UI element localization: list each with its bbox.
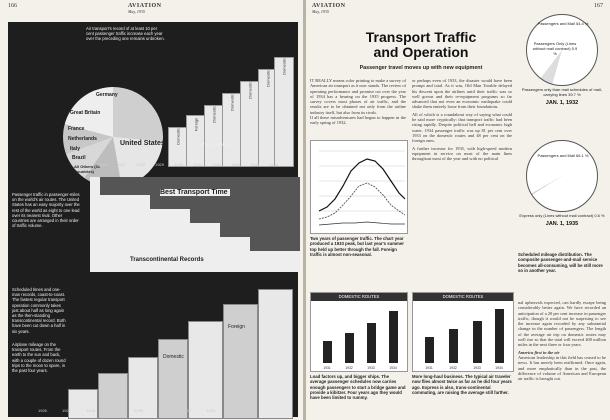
bar-year: 1932 <box>449 366 457 370</box>
bar-chart-title: DOMESTIC ROUTES <box>413 293 513 301</box>
section-heading: America first in the air <box>518 349 560 355</box>
column-3: nal upheavals expected, can hardly escape being considerably better again. We have recorded an anticipation of a 20 per cent increase in passenger traffic, though it would not be surprising to see the increase again recorded by any substantial change in the number of passengers. The length of the average air trip on domestic routes may well rise so that the total will exceed 400 million miles in the next three or four years. America first in the air American leadership in this field has ceased to be news. It has merely been reaffirmed. Once again, and more emphatically than in the past, the difference of volume of American and European air traffic is brought out. <box>518 300 606 382</box>
time-band <box>190 209 300 223</box>
right-header-magazine: AVIATION <box>312 3 346 9</box>
bar-year: 1931 <box>323 366 331 370</box>
bar <box>449 329 458 363</box>
time-band <box>250 237 300 251</box>
pie-label-others: All Others (31 Countries) <box>74 164 101 174</box>
pie-label-united-states: United States <box>120 140 165 147</box>
series-1934 <box>319 159 405 211</box>
infographic-panel <box>8 22 298 417</box>
bar <box>323 341 332 363</box>
mileage-foreign-label: Foreign <box>228 324 245 330</box>
airplane-mileage-chart <box>68 284 293 419</box>
time-band <box>220 223 300 237</box>
mileage-step <box>258 289 293 419</box>
best-transport-label: Best Transport Time <box>160 189 230 196</box>
mileage-step <box>223 304 258 419</box>
caption-time: Scheduled times and one-man records, coast-to-coast. The fastest regular transport operation commonly takes just about half as long again as the then-standing transcontinental record. Both have been cut down a half in six years. <box>12 287 66 334</box>
trip-length-bar-chart <box>412 292 514 372</box>
bar-year: 1933 <box>367 366 375 370</box>
line-chart-caption: Two years of passenger traffic. The chart year produced a 1933 peak, but last year's summer top held up better through the fall. Foreign traffic is almost non-seasonal. <box>310 236 404 257</box>
series-foreign <box>319 222 405 225</box>
step-bar: Domestic <box>204 105 224 167</box>
transcontinental-time-chart <box>90 177 300 272</box>
column-2: or perhaps even of 1933, the disaster would have been prompt and total. As it was, Old Man Trouble delayed his descent upon the airlines until their traffic was so well grown and their re-equipment programs so far advanced that not even an economic earthquake could shake them entirely loose from their foundations. All of which is a roundabout way of saying what could be said more cryptically: that transport traffic had been rising rapidly. Despite political hell and economic high water, 1934 passenger traffic was up 81 per cent over 1933 on the domestic routes and 48 per cent on the foreign ones. A further increase for 1935, with high-speed modern equipment in service on most of the main lines throughout most of the year and with no political <box>412 78 512 162</box>
caption-pie: Passenger traffic in passenger-miles on the world's air routes. The United States has an easy majority over the rest of the world as eight to one lead over its nearest rival. Other countries are arranged in their order of traffic volume. <box>12 192 80 229</box>
pie-label: Passengers only than mail schedules of mail-carrying lines 39.7 % <box>521 87 603 97</box>
load-factor-bar-chart <box>310 292 408 372</box>
step-bar: Domestic <box>240 81 260 167</box>
mileage-step <box>68 389 98 419</box>
year-row-top: 1926 1927 1928 1929 1930 1931 1932 1933 1934 1935 <box>98 162 279 167</box>
right-page <box>306 0 610 420</box>
bar-year: 1933 <box>473 366 481 370</box>
right-header-date: May, 1935 <box>312 9 329 14</box>
left-header-date: May, 1935 <box>128 9 145 14</box>
foreign-routes-tag: Foreign Routes <box>198 142 229 147</box>
transcontinental-label: Transcontinental Records <box>130 257 204 263</box>
left-header-magazine: AVIATION <box>128 3 162 9</box>
pie-label-germany: Germany <box>96 92 118 98</box>
bar-year: 1934 <box>389 366 397 370</box>
mileage-distribution-caption: Scheduled mileage distribution. The composite passenger-and-mail service becomes all-consuming, will be still more so in another year. <box>518 252 603 273</box>
pie-label-france: France <box>68 126 85 132</box>
left-page-number: 166 <box>8 3 17 9</box>
line-chart-svg <box>311 141 407 233</box>
column-1: IT REALLY means color printing to make a survey of American air transport as it now stands. The review of operating performance and promise cut over the year of 1934 has a bearing on the 1935 progress. The survey covers most phases of air traffic, and the results are to be obtained not only from the airline industry itself, but also from its rivals. If all these misadventures had begun to happen in the early spring of 1932, <box>310 78 406 126</box>
jan-1932-pie <box>526 14 598 86</box>
pie-label-italy: Italy <box>70 146 81 152</box>
trip-length-caption: More long-haul business. The typical air traveler now flies almost twice as far as he did four years ago. Express is also, trans-continental commuting, are raising the average still farther. <box>412 374 512 395</box>
series-1933 <box>319 183 405 219</box>
pie-label: Express only (Lines without mail contract) 0.6 % <box>519 213 605 218</box>
year-row-bottom: 1926 1927 1928 1929 1930 1931 1932 1933 1934 <box>38 408 240 413</box>
jan-1935-pie <box>526 140 598 212</box>
bar <box>473 321 482 363</box>
bar-chart-title: DOMESTIC ROUTES <box>311 293 407 301</box>
step-bar: Domestic <box>274 57 294 167</box>
right-header <box>312 3 345 14</box>
jan-1932-date: JAN. 1, 1932 <box>545 100 579 106</box>
step-bar: Domestic <box>222 93 242 167</box>
jan-1935-pie-block <box>518 140 606 227</box>
mileage-step <box>158 339 188 419</box>
left-header <box>128 3 161 14</box>
pie-label-great-britain: Great Britain <box>70 110 101 116</box>
article-title: Transport Traffic and Operation <box>365 29 477 60</box>
bar-year: 1932 <box>345 366 353 370</box>
jan-1932-pie-block <box>518 14 606 106</box>
bar <box>367 323 376 363</box>
caption-map: Airplane mileage on the transport routes. From the earth to the sun and back, with a couple of dozen round trips to the moon to spare, in the past four years. <box>12 342 66 374</box>
bar <box>389 311 398 363</box>
jan-1935-date: JAN. 1, 1935 <box>545 221 579 227</box>
bar <box>495 309 504 363</box>
step-bar: Domestic <box>168 127 188 167</box>
pie-label: Passengers and Mail 54.4 % <box>537 21 589 26</box>
annual-traffic-steps <box>168 52 293 167</box>
bar <box>345 333 354 363</box>
bar <box>425 337 434 363</box>
passenger-traffic-line-chart <box>310 140 408 234</box>
step-bar: Foreign <box>186 115 206 167</box>
bar-year: 1931 <box>425 366 433 370</box>
pie-label: Passengers and Mail 66.1 % <box>537 153 589 158</box>
left-page <box>0 0 303 420</box>
article-subtitle: Passenger travel moves up with new equipment <box>359 65 483 71</box>
pie-label: Passengers Only (Lines without mail contract) 5.9 % <box>532 41 578 56</box>
mileage-step <box>188 321 223 419</box>
pie-label-brazil: Brazil <box>72 155 86 161</box>
time-band <box>150 195 300 209</box>
step-bar: Domestic <box>258 69 278 167</box>
bar-year: 1934 <box>495 366 503 370</box>
mileage-domestic-label: Domestic <box>163 354 184 360</box>
caption-top: Air transport's record of at least 10 per cent passenger traffic increase each year over the preceding one remains unbroken. <box>86 26 165 42</box>
right-page-number: 167 <box>594 3 603 9</box>
load-factor-caption: Load factors up, and bigger ships. The average passenger schedules now carries enough passengers to start a bridge game and provide a kibitzer. Four years ago they would have been limited to rummy. <box>310 374 406 401</box>
pie-label-netherlands: Netherlands <box>68 136 97 142</box>
